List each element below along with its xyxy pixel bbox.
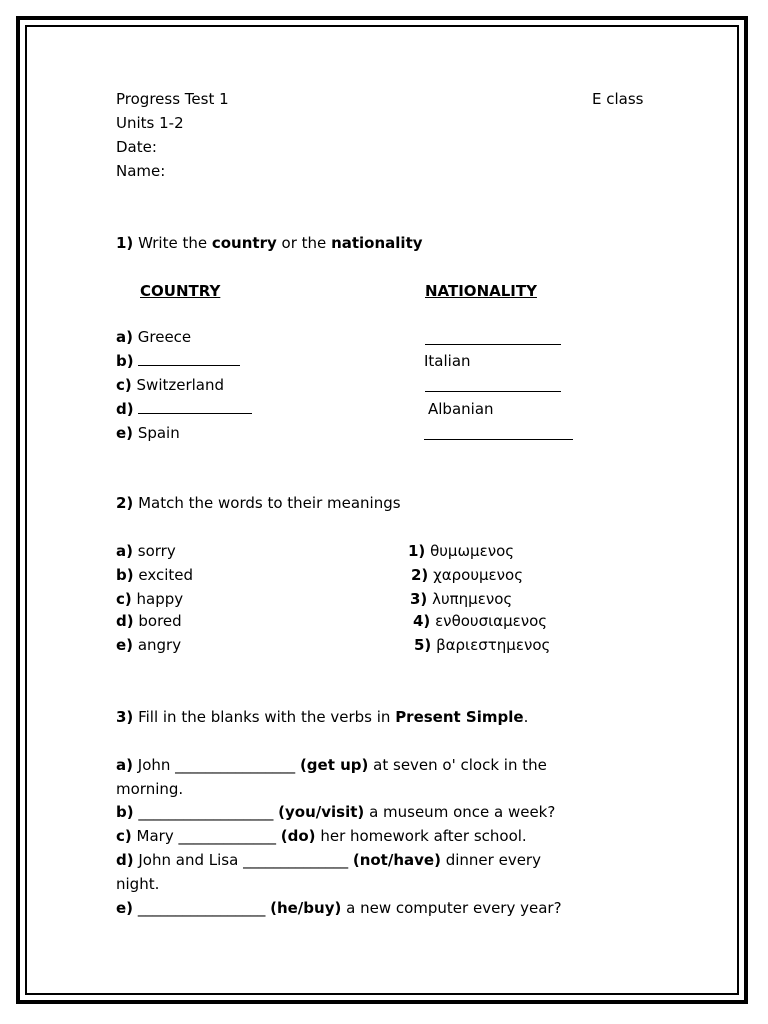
q3-item-letter: c) bbox=[116, 827, 132, 845]
q2-meaning-number: 4) bbox=[413, 612, 431, 630]
q2-meaning-number: 1) bbox=[408, 542, 426, 560]
test-title: Progress Test 1 bbox=[116, 90, 229, 108]
q3-item-blank[interactable]: _________________ bbox=[137, 899, 266, 917]
name-label: Name: bbox=[116, 162, 166, 180]
q2-word-text: happy bbox=[136, 590, 184, 608]
q2-word-letter: c) bbox=[116, 590, 132, 608]
q3-item-blank[interactable]: ________________ bbox=[175, 756, 296, 774]
q3-item-e bbox=[116, 898, 562, 918]
q1-nationality-d: Albanian bbox=[428, 400, 494, 418]
q2-meaning-4 bbox=[413, 611, 547, 631]
q2-number: 2) bbox=[116, 494, 134, 512]
q2-word-c bbox=[116, 589, 183, 609]
q2-word-b bbox=[116, 565, 193, 585]
q3-item-verb: (get up) bbox=[299, 756, 369, 774]
q3-item-subject: John bbox=[137, 756, 171, 774]
q3-item-d bbox=[116, 850, 541, 870]
q3-instr-tense: Present Simple bbox=[395, 708, 524, 726]
q3-item-verb: (you/visit) bbox=[278, 803, 365, 821]
q1-row-letter: e) bbox=[116, 424, 134, 442]
q2-word-letter: a) bbox=[116, 542, 133, 560]
q1-row-b bbox=[116, 351, 240, 371]
q3-item-rest: a new computer every year? bbox=[346, 899, 562, 917]
q3-item-a bbox=[116, 755, 547, 775]
q3-item-blank[interactable]: ______________ bbox=[243, 851, 349, 869]
q1-nationality-blank-c[interactable] bbox=[425, 391, 561, 392]
q2-meaning-text: ενθουσιαμενος bbox=[435, 612, 548, 630]
q3-item-d-cont: night. bbox=[116, 875, 160, 893]
q1-row-letter: d) bbox=[116, 400, 134, 418]
q1-country-blank-d[interactable] bbox=[138, 399, 252, 414]
q1-nationality-blank-a[interactable] bbox=[425, 344, 561, 345]
q1-nationality-blank-e[interactable] bbox=[424, 439, 573, 440]
q2-word-text: excited bbox=[138, 566, 193, 584]
q3-instruction bbox=[116, 707, 528, 727]
q1-instr-c: or the bbox=[281, 234, 327, 252]
q1-row-letter: c) bbox=[116, 376, 132, 394]
q3-item-c bbox=[116, 826, 527, 846]
q1-country: Greece bbox=[137, 328, 192, 346]
q3-item-subject: John and Lisa bbox=[138, 851, 239, 869]
q3-item-blank[interactable]: _____________ bbox=[178, 827, 276, 845]
q2-instruction-text: Match the words to their meanings bbox=[138, 494, 401, 512]
q2-meaning-1 bbox=[408, 541, 514, 561]
q1-row-d bbox=[116, 399, 252, 419]
q1-row-e bbox=[116, 423, 180, 443]
q1-country: Spain bbox=[137, 424, 180, 442]
q1-instr-nationality: nationality bbox=[331, 234, 423, 252]
q2-meaning-number: 2) bbox=[411, 566, 429, 584]
units-label: Units 1-2 bbox=[116, 114, 184, 132]
q2-meaning-2 bbox=[411, 565, 523, 585]
q3-item-letter: b) bbox=[116, 803, 134, 821]
q2-word-letter: d) bbox=[116, 612, 134, 630]
col-nationality-heading: NATIONALITY bbox=[425, 282, 537, 300]
q2-word-letter: b) bbox=[116, 566, 134, 584]
q3-instr-period: . bbox=[523, 708, 529, 726]
q2-word-text: angry bbox=[137, 636, 182, 654]
q2-instruction bbox=[116, 493, 401, 513]
q2-word-letter: e) bbox=[116, 636, 134, 654]
q3-item-a-cont: morning. bbox=[116, 780, 184, 798]
q2-meaning-text: χαρουμενος bbox=[433, 566, 524, 584]
q3-instr-a: Fill in the blanks with the verbs in bbox=[138, 708, 391, 726]
q2-word-text: sorry bbox=[137, 542, 176, 560]
q3-item-rest: at seven o' clock in the bbox=[373, 756, 547, 774]
q2-meaning-number: 3) bbox=[410, 590, 428, 608]
q3-item-subject: Mary bbox=[136, 827, 174, 845]
q3-item-letter: d) bbox=[116, 851, 134, 869]
q3-item-letter: e) bbox=[116, 899, 134, 917]
col-country-heading: COUNTRY bbox=[140, 282, 221, 300]
q2-meaning-text: θυμωμενος bbox=[430, 542, 515, 560]
q3-item-verb: (not/have) bbox=[352, 851, 441, 869]
q3-item-blank[interactable]: __________________ bbox=[138, 803, 274, 821]
q3-number: 3) bbox=[116, 708, 134, 726]
q2-meaning-text: λυπημενος bbox=[432, 590, 513, 608]
q3-item-letter: a) bbox=[116, 756, 133, 774]
q2-word-a bbox=[116, 541, 176, 561]
q3-item-rest: a museum once a week? bbox=[369, 803, 556, 821]
q1-number: 1) bbox=[116, 234, 134, 252]
q2-meaning-number: 5) bbox=[414, 636, 432, 654]
q2-word-d bbox=[116, 611, 182, 631]
q1-country: Switzerland bbox=[136, 376, 225, 394]
q1-instr-a: Write the bbox=[138, 234, 208, 252]
q1-row-letter: a) bbox=[116, 328, 133, 346]
q2-meaning-5 bbox=[414, 635, 550, 655]
q3-item-rest: her homework after school. bbox=[320, 827, 527, 845]
q1-instruction bbox=[116, 233, 423, 253]
q1-country-blank-b[interactable] bbox=[138, 351, 240, 366]
q1-row-a bbox=[116, 327, 191, 347]
q2-word-e bbox=[116, 635, 181, 655]
q2-meaning-text: βαριεστημενος bbox=[436, 636, 551, 654]
q3-item-b bbox=[116, 802, 555, 822]
q3-item-verb: (do) bbox=[280, 827, 316, 845]
q1-row-c bbox=[116, 375, 224, 395]
q1-instr-country: country bbox=[211, 234, 277, 252]
q3-item-rest: dinner every bbox=[445, 851, 541, 869]
q2-meaning-3 bbox=[410, 589, 512, 609]
q2-word-text: bored bbox=[138, 612, 182, 630]
q1-row-letter: b) bbox=[116, 352, 134, 370]
date-label: Date: bbox=[116, 138, 157, 156]
q3-item-verb: (he/buy) bbox=[270, 899, 342, 917]
class-label: E class bbox=[592, 90, 644, 108]
q1-nationality-b: Italian bbox=[424, 352, 471, 370]
